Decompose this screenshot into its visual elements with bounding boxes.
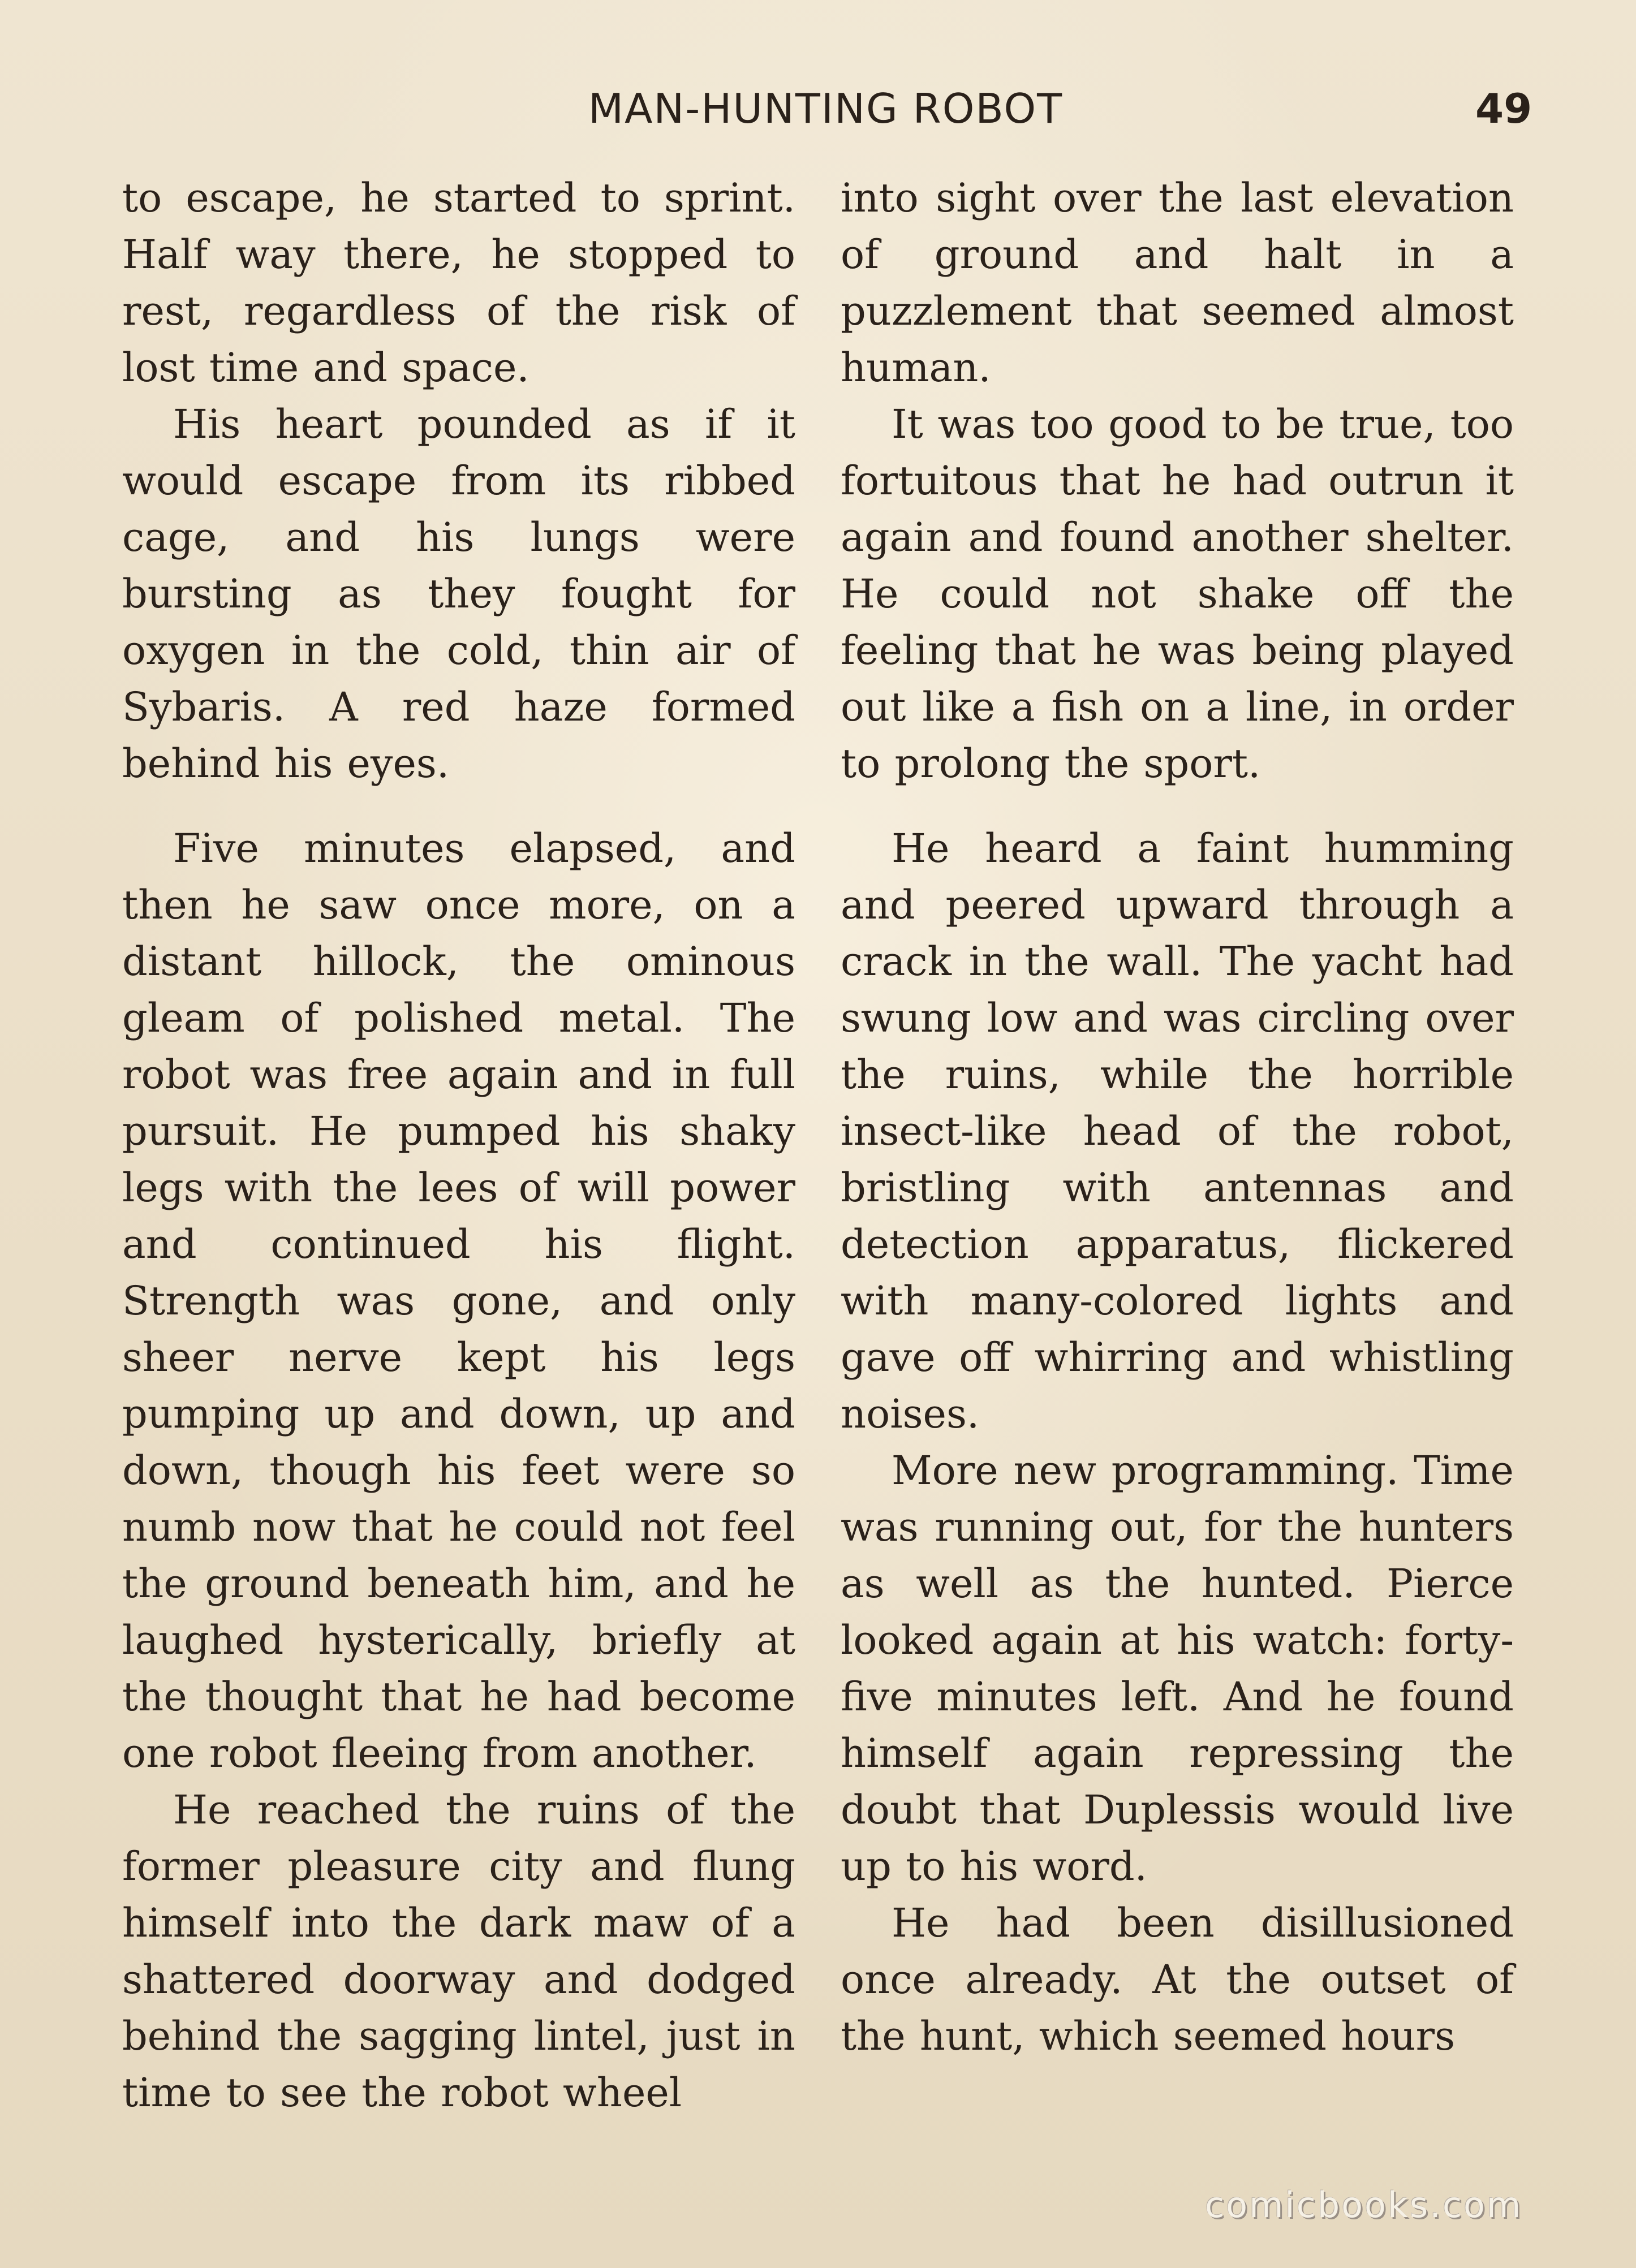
paragraph: He reached the ruins of the former pleasure city and flung himself into the dark maw of a shattered doorway and dodged behind the sagging lintel, just in time to see the robot wheel (122, 1787, 795, 2116)
page-number: 49 (1475, 85, 1532, 132)
running-title: MAN-HUNTING ROBOT (588, 85, 1064, 132)
paragraph: Five minutes elapsed, and then he saw once more, on a distant hillock, the ominous gleam of polished metal. The robot was free again and in full pursuit. He pumped his shaky legs with the lees of will power and continued his flight. Strength was gone, and only sheer nerve kept his legs pumping up and down, up and down, though his feet were so numb now that he could not feel the ground beneath him, and he laughed hysterically, briefly at the thought that he had become one robot fleeing from another. (122, 825, 795, 1777)
watermark: comicbooks.com (1205, 2184, 1523, 2226)
paragraph: His heart pounded as if it would escape from its ribbed cage, and his lungs were bursting as they fought for oxygen in the cold, thin air of Sybaris. A red haze formed behind his eyes. (122, 401, 795, 787)
paragraph: It was too good to be true, too fortuitous that he had outrun it again and found another shelter. He could not shake off the feeling that he was being played out like a fish on a line, in order to prolong the sport. (841, 401, 1514, 787)
right-column (841, 170, 1514, 2064)
paragraph: He had been disillusioned once already. At the outset of the hunt, which seemed hours (841, 1900, 1514, 2059)
paragraph: into sight over the last elevation of ground and halt in a puzzlement that seemed almost human. (841, 175, 1514, 391)
left-column (122, 170, 795, 2121)
paragraph: He heard a faint humming and peered upward through a crack in the wall. The yacht had swung low and was circling over the ruins, while the horrible insect-like head of the robot, bristling with antennas and detection apparatus, flickered with many-colored lights and gave off whirring and whistling noises. (841, 825, 1514, 1437)
paragraph: to escape, he started to sprint. Half way there, he stopped to rest, regardless of the risk of lost time and space. (122, 175, 795, 391)
paragraph: More new programming. Time was running out, for the hunters as well as the hunted. Pierce looked again at his watch: forty-five minutes left. And he found himself again repressing the doubt that Duplessis would live up to his word. (841, 1447, 1514, 1890)
